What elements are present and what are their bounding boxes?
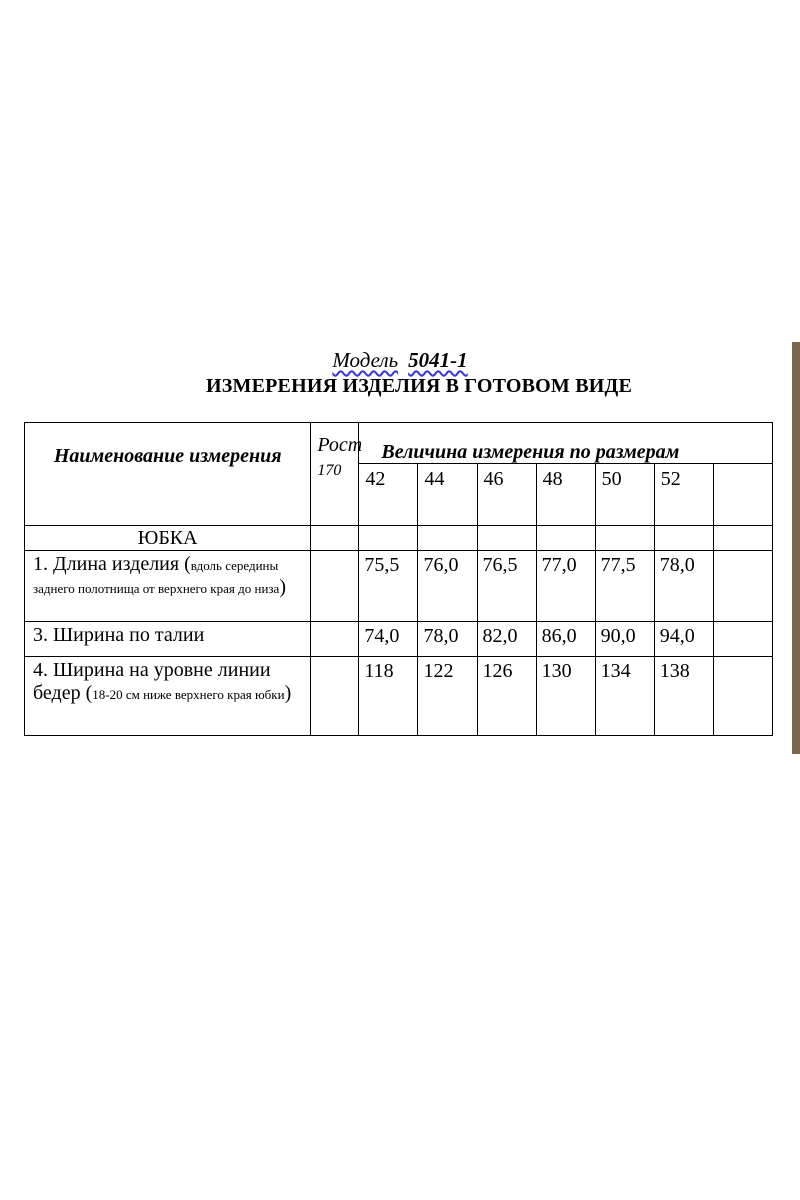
empty-cell <box>477 526 536 551</box>
value-cell <box>713 657 772 736</box>
empty-cell <box>536 526 595 551</box>
size-cell: 46 <box>477 464 536 526</box>
height-cell <box>311 657 359 736</box>
right-edge-bar <box>792 342 800 754</box>
height-header <box>311 423 363 526</box>
section-row <box>25 526 773 551</box>
value-cell: 77,0 <box>536 551 595 622</box>
table-header-row <box>25 423 773 464</box>
table-row <box>25 622 773 657</box>
empty-cell <box>713 526 772 551</box>
value-cell <box>713 551 772 622</box>
value-cell: 76,5 <box>477 551 536 622</box>
note-open: ( <box>179 553 191 575</box>
value-cell: 138 <box>654 657 713 736</box>
value-cell <box>713 622 772 657</box>
value-cell: 76,0 <box>418 551 477 622</box>
value-cell: 86,0 <box>536 622 595 657</box>
size-cell: 52 <box>654 464 713 526</box>
note-close: ) <box>284 682 292 704</box>
size-cell: 44 <box>418 464 477 526</box>
empty-cell <box>418 526 477 551</box>
value-cell: 82,0 <box>477 622 536 657</box>
table-row <box>25 551 773 622</box>
size-cell <box>713 464 772 526</box>
height-value: 170 <box>317 462 342 479</box>
value-cell: 94,0 <box>654 622 713 657</box>
section-label: ЮБКА <box>25 526 311 551</box>
measurement-name <box>25 657 311 736</box>
model-label: Модель <box>332 348 399 372</box>
value-cell: 74,0 <box>359 622 418 657</box>
measurement-name <box>25 551 311 622</box>
height-cell <box>311 622 359 657</box>
height-cell <box>311 551 359 622</box>
model-number: 5041-1 <box>408 348 468 372</box>
measurement-name <box>25 622 311 657</box>
empty-cell <box>311 526 359 551</box>
measurement-title: 4. Ширина на уровне линии бедер <box>33 659 271 704</box>
measurement-title: 1. Длина изделия <box>33 553 180 575</box>
measurements-table <box>24 422 773 736</box>
value-cell: 126 <box>477 657 536 736</box>
value-cell: 90,0 <box>595 622 654 657</box>
value-cell: 78,0 <box>418 622 477 657</box>
size-cell: 50 <box>595 464 654 526</box>
sizes-caption: Величина измерения по размерам <box>359 423 773 464</box>
value-cell: 75,5 <box>359 551 418 622</box>
note-open: ( <box>80 682 93 704</box>
measurement-name-header: Наименование измерения <box>25 423 311 526</box>
value-cell: 118 <box>359 657 418 736</box>
value-cell: 130 <box>536 657 595 736</box>
empty-cell <box>654 526 713 551</box>
value-cell: 77,5 <box>595 551 654 622</box>
height-label: Рост <box>317 434 363 456</box>
measurement-note: 18-20 см ниже верхнего края юбки <box>92 687 285 702</box>
value-cell: 134 <box>595 657 654 736</box>
value-cell: 122 <box>418 657 477 736</box>
size-cell: 48 <box>536 464 595 526</box>
note-close: ) <box>279 576 286 598</box>
empty-cell <box>595 526 654 551</box>
value-cell: 78,0 <box>654 551 713 622</box>
table-row <box>25 657 773 736</box>
model-line <box>0 348 800 372</box>
size-cell: 42 <box>359 464 418 526</box>
measurement-title: 3. Ширина по талии <box>33 624 205 646</box>
empty-cell <box>359 526 418 551</box>
measurement-note: вдоль середины заднего полотнища от верхнего края до низа <box>33 558 280 596</box>
document-title: ИЗМЕРЕНИЯ ИЗДЕЛИЯ В ГОТОВОМ ВИДЕ <box>206 375 632 397</box>
